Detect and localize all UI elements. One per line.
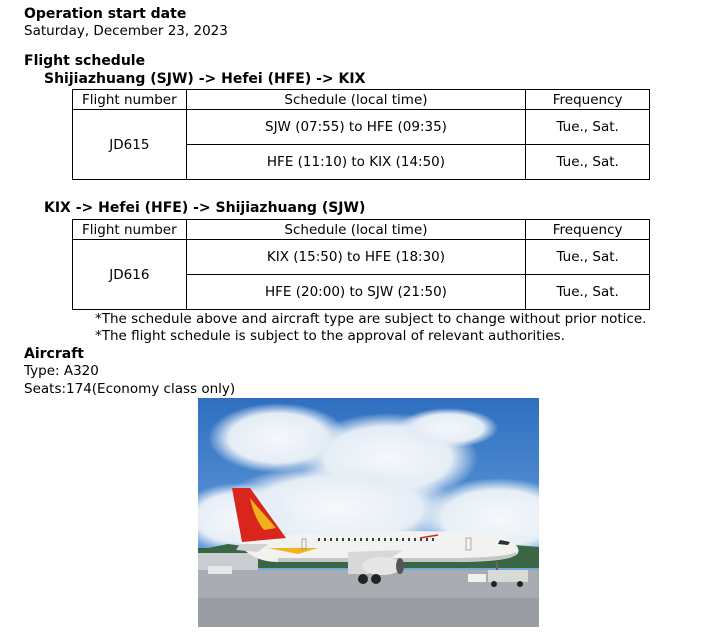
route-title-outbound: Shijiazhuang (SJW) -> Hefei (HFE) -> KIX [44, 71, 366, 87]
route-title-return: KIX -> Hefei (HFE) -> Shijiazhuang (SJW) [44, 200, 366, 216]
frequency-cell: Tue., Sat. [526, 110, 650, 145]
table-header-row [73, 220, 650, 240]
column-header-schedule: Schedule (local time) [186, 220, 526, 240]
aircraft-illustration [198, 398, 539, 627]
aircraft-seats: Seats:174(Economy class only) [24, 381, 236, 397]
flight-number-cell: JD615 [73, 110, 187, 180]
aircraft-photo [198, 398, 539, 627]
column-header-flight-number: Flight number [73, 90, 187, 110]
flight-number-cell: JD616 [73, 240, 187, 310]
aircraft-type: Type: A320 [24, 363, 99, 379]
schedule-cell: HFE (20:00) to SJW (21:50) [186, 275, 526, 310]
schedule-table-outbound [72, 89, 650, 180]
frequency-cell: Tue., Sat. [526, 145, 650, 180]
column-header-frequency: Frequency [526, 90, 650, 110]
column-header-flight-number: Flight number [73, 220, 187, 240]
schedule-cell: HFE (11:10) to KIX (14:50) [186, 145, 526, 180]
column-header-frequency: Frequency [526, 220, 650, 240]
schedule-heading: Flight schedule [24, 53, 146, 69]
schedule-note: *The schedule above and aircraft type are subject to change without prior notice. [95, 311, 647, 327]
table-header-row [73, 90, 650, 110]
schedule-note: *The flight schedule is subject to the approval of relevant authorities. [95, 328, 565, 344]
table-row [73, 110, 650, 145]
frequency-cell: Tue., Sat. [526, 240, 650, 275]
schedule-cell: SJW (07:55) to HFE (09:35) [186, 110, 526, 145]
column-header-schedule: Schedule (local time) [186, 90, 526, 110]
schedule-cell: KIX (15:50) to HFE (18:30) [186, 240, 526, 275]
aircraft-heading: Aircraft [24, 346, 84, 362]
schedule-table-return [72, 219, 650, 310]
operation-date: Saturday, December 23, 2023 [24, 23, 228, 39]
operation-heading: Operation start date [24, 6, 187, 22]
frequency-cell: Tue., Sat. [526, 275, 650, 310]
table-row [73, 240, 650, 275]
